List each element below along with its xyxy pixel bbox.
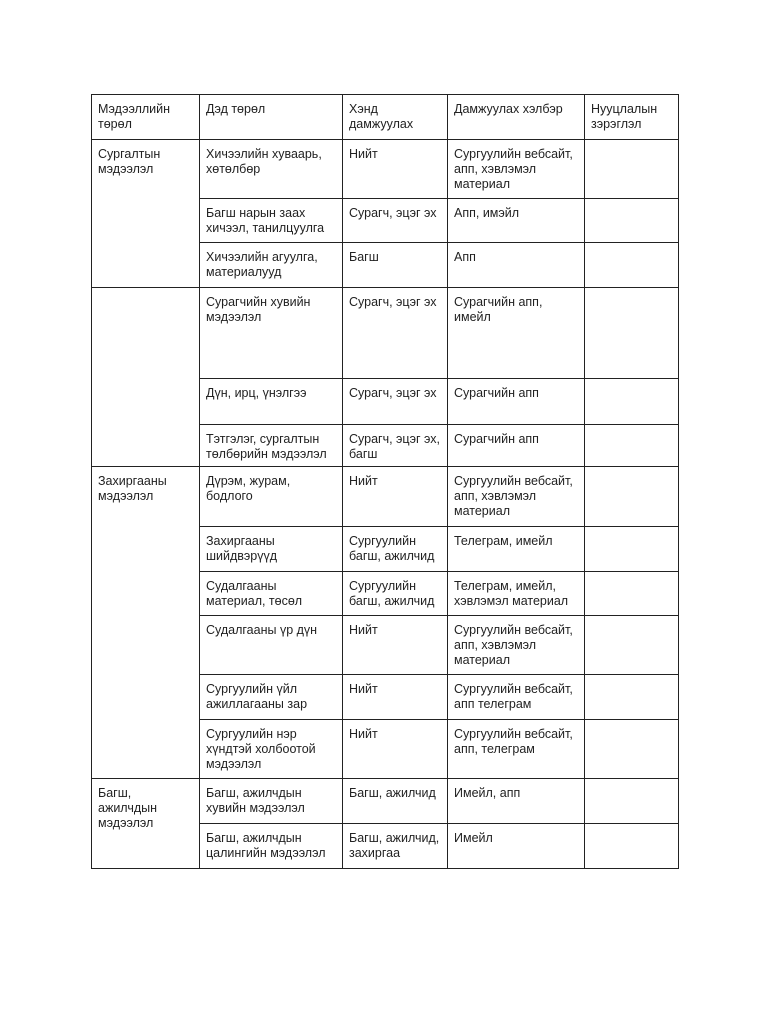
subtype-cell: Хичээлийн агуулга, материалууд: [200, 243, 343, 288]
method-cell: Сурагчийн апп: [448, 379, 585, 425]
level-cell: [585, 243, 679, 288]
method-cell: Телеграм, имейл: [448, 527, 585, 572]
table-row: [92, 288, 679, 379]
method-cell: Сурагчийн апп: [448, 425, 585, 467]
table-row: [92, 779, 679, 824]
category-cell: [92, 288, 200, 467]
subtype-cell: Тэтгэлэг, сургалтын төлбөрийн мэдээлэл: [200, 425, 343, 467]
level-cell: [585, 199, 679, 243]
method-cell: Сургуулийн вебсайт, апп, хэвлэмэл материал: [448, 467, 585, 527]
recipient-cell: Сурагч, эцэг эх: [343, 379, 448, 425]
level-cell: [585, 720, 679, 779]
level-cell: [585, 572, 679, 616]
subtype-cell: Судалгааны үр дүн: [200, 616, 343, 675]
method-cell: Имейл, апп: [448, 779, 585, 824]
subtype-cell: Дүн, ирц, үнэлгээ: [200, 379, 343, 425]
method-cell: Сургуулийн вебсайт, апп, хэвлэмэл материал: [448, 140, 585, 199]
information-classification-table: [91, 94, 679, 869]
category-cell: Багш, ажилчдын мэдээлэл: [92, 779, 200, 869]
subtype-cell: Сурагчийн хувийн мэдээлэл: [200, 288, 343, 379]
level-cell: [585, 824, 679, 869]
level-cell: [585, 288, 679, 379]
recipient-cell: Сургуулийн багш, ажилчид: [343, 527, 448, 572]
table-header-row: [92, 95, 679, 140]
recipient-cell: Сурагч, эцэг эх: [343, 199, 448, 243]
method-cell: Апп, имэйл: [448, 199, 585, 243]
method-cell: Апп: [448, 243, 585, 288]
header-delivery-method: Дамжуулах хэлбэр: [448, 95, 585, 140]
header-recipient: Хэнд дамжуулах: [343, 95, 448, 140]
recipient-cell: Сургуулийн багш, ажилчид: [343, 572, 448, 616]
category-cell: Захиргааны мэдээлэл: [92, 467, 200, 779]
method-cell: Сургуулийн вебсайт, апп, телеграм: [448, 720, 585, 779]
method-cell: Сургуулийн вебсайт, апп, хэвлэмэл материал: [448, 616, 585, 675]
subtype-cell: Багш, ажилчдын цалингийн мэдээлэл: [200, 824, 343, 869]
recipient-cell: Багш, ажилчид: [343, 779, 448, 824]
method-cell: Сурагчийн апп, имейл: [448, 288, 585, 379]
level-cell: [585, 779, 679, 824]
subtype-cell: Сургуулийн үйл ажиллагааны зар: [200, 675, 343, 720]
subtype-cell: Багш, ажилчдын хувийн мэдээлэл: [200, 779, 343, 824]
header-info-type: Мэдээллийн төрөл: [92, 95, 200, 140]
subtype-cell: Хичээлийн хуваарь, хөтөлбөр: [200, 140, 343, 199]
table-row: [92, 140, 679, 199]
recipient-cell: Багш, ажилчид, захиргаа: [343, 824, 448, 869]
method-cell: Телеграм, имейл, хэвлэмэл материал: [448, 572, 585, 616]
recipient-cell: Нийт: [343, 616, 448, 675]
subtype-cell: Багш нарын заах хичээл, танилцуулга: [200, 199, 343, 243]
level-cell: [585, 675, 679, 720]
subtype-cell: Захиргааны шийдвэрүүд: [200, 527, 343, 572]
recipient-cell: Нийт: [343, 467, 448, 527]
level-cell: [585, 467, 679, 527]
level-cell: [585, 425, 679, 467]
level-cell: [585, 379, 679, 425]
level-cell: [585, 616, 679, 675]
recipient-cell: Нийт: [343, 140, 448, 199]
recipient-cell: Нийт: [343, 675, 448, 720]
header-confidentiality-level: Нууцлалын зэрэглэл: [585, 95, 679, 140]
table-row: [92, 467, 679, 527]
level-cell: [585, 140, 679, 199]
recipient-cell: Багш: [343, 243, 448, 288]
recipient-cell: Нийт: [343, 720, 448, 779]
subtype-cell: Дүрэм, журам, бодлого: [200, 467, 343, 527]
recipient-cell: Сурагч, эцэг эх: [343, 288, 448, 379]
header-subtype: Дэд төрөл: [200, 95, 343, 140]
recipient-cell: Сурагч, эцэг эх, багш: [343, 425, 448, 467]
category-cell: Сургалтын мэдээлэл: [92, 140, 200, 288]
subtype-cell: Судалгааны материал, төсөл: [200, 572, 343, 616]
level-cell: [585, 527, 679, 572]
method-cell: Имейл: [448, 824, 585, 869]
subtype-cell: Сургуулийн нэр хүндтэй холбоотой мэдээлэл: [200, 720, 343, 779]
method-cell: Сургуулийн вебсайт, апп телеграм: [448, 675, 585, 720]
